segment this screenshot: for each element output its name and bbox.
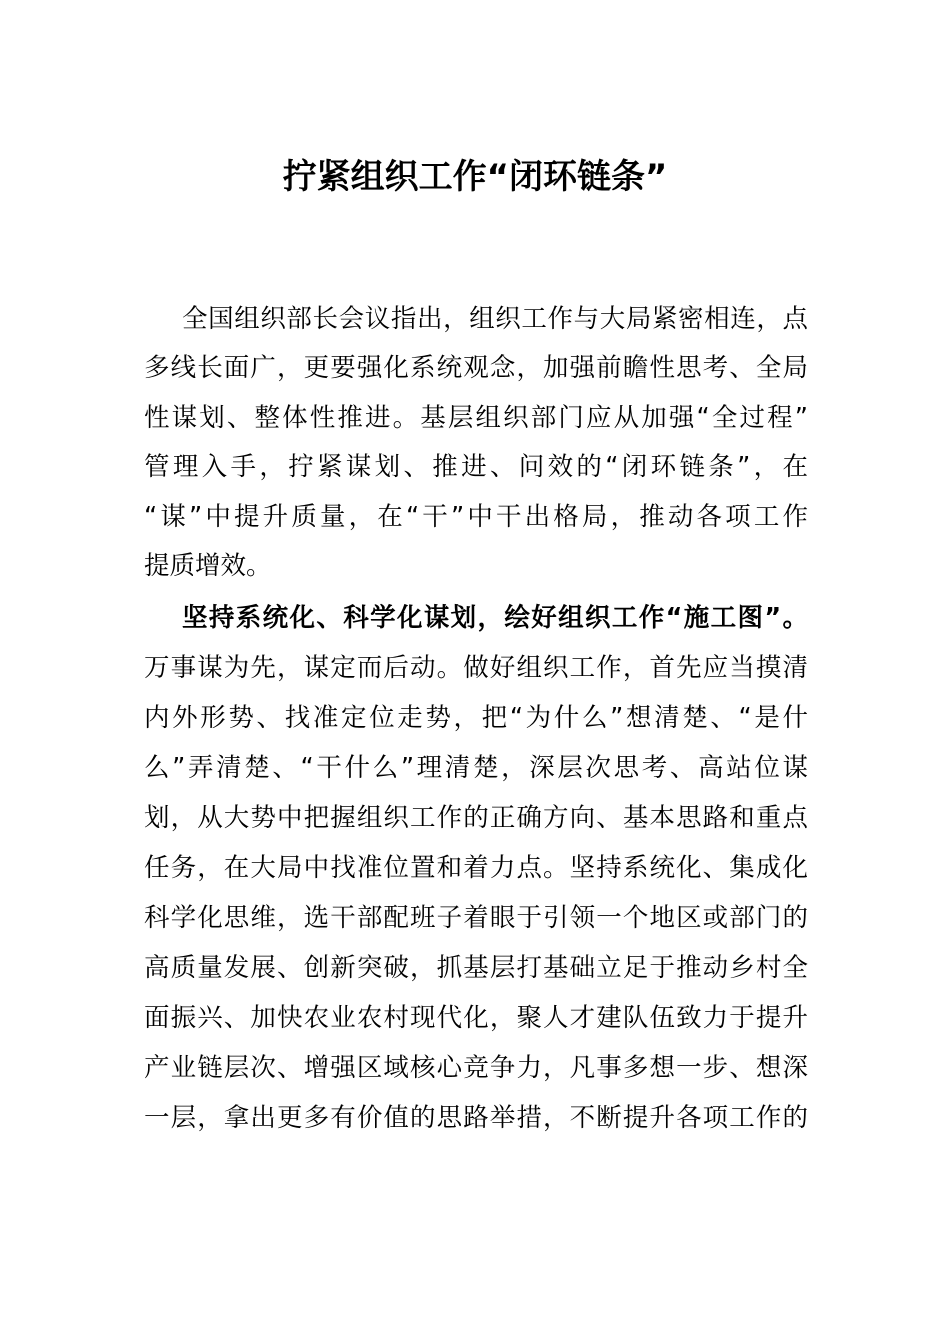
paragraph-1-line-6: 提质增效。: [144, 551, 272, 581]
paragraph-2-line-4: 划，从大势中把握组织工作的正确方向、基本思路和重点: [144, 803, 808, 833]
paragraph-2-line-9: 产业链层次、增强区域核心竞争力，凡事多想一步、想深: [144, 1053, 808, 1083]
paragraph-1-line-4: 管理入手，拧紧谋划、推进、问效的“闭环链条”，在: [144, 452, 808, 482]
document-title: 拧紧组织工作“闭环链条”: [282, 157, 668, 197]
paragraph-2-line-7: 高质量发展、创新突破，抓基层打基础立足于推动乡村全: [144, 953, 808, 983]
paragraph-1-line-1: 全国组织部长会议指出，组织工作与大局紧密相连，点: [182, 304, 808, 334]
paragraph-1-line-3: 性谋划、整体性推进。基层组织部门应从加强“全过程”: [144, 403, 808, 433]
paragraph-2-heading: 坚持系统化、科学化谋划，绘好组织工作“施工图”。: [182, 603, 808, 633]
paragraph-2-line-10: 一层，拿出更多有价值的思路举措，不断提升各项工作的: [144, 1103, 808, 1133]
paragraph-1-line-2: 多线长面广，更要强化系统观念，加强前瞻性思考、全局: [144, 353, 808, 383]
paragraph-2-line-8: 面振兴、加快农业农村现代化，聚人才建队伍致力于提升: [144, 1003, 808, 1033]
paragraph-2-line-6: 科学化思维，选干部配班子着眼于引领一个地区或部门的: [144, 903, 808, 933]
paragraph-2-line-1: 万事谋为先，谋定而后动。做好组织工作，首先应当摸清: [144, 653, 808, 683]
paragraph-1-line-5: “谋”中提升质量，在“干”中干出格局，推动各项工作: [144, 502, 808, 532]
paragraph-2-line-2: 内外形势、找准定位走势，把“为什么”想清楚、“是什: [144, 703, 808, 733]
paragraph-2-line-5: 任务，在大局中找准位置和着力点。坚持系统化、集成化: [144, 853, 808, 883]
paragraph-2-line-3: 么”弄清楚、“干什么”理清楚，深层次思考、高站位谋: [144, 753, 808, 783]
